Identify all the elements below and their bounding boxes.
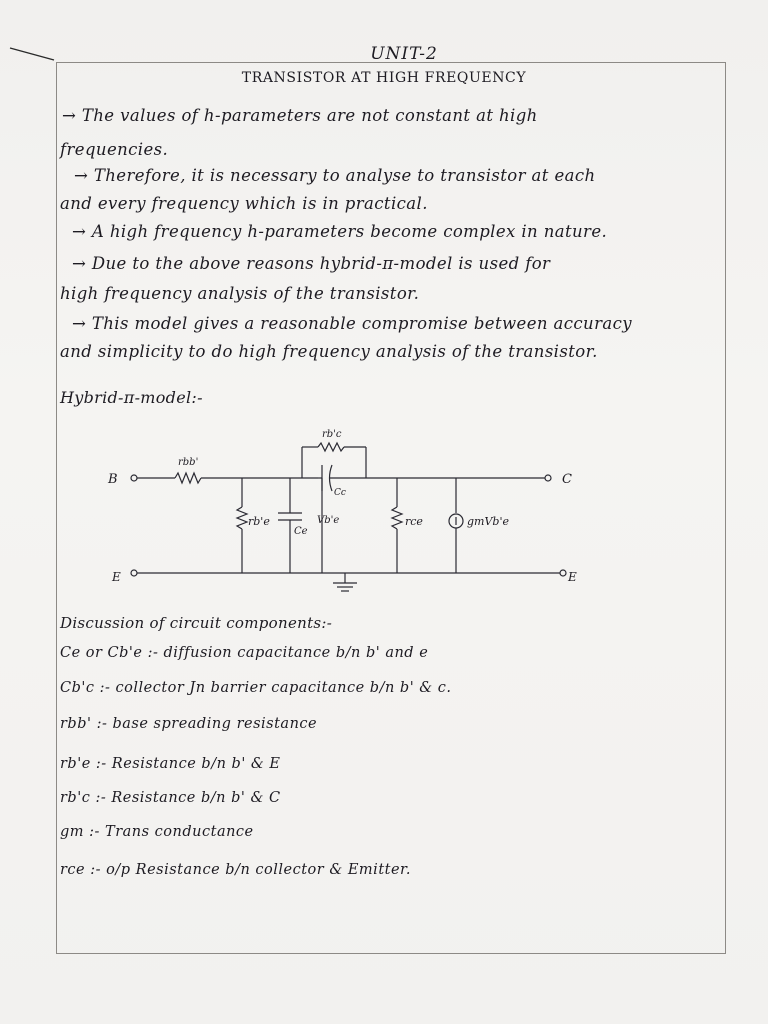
rce-label: rce bbox=[405, 515, 423, 528]
node-b-label: B bbox=[108, 472, 118, 487]
paragraph-line: → Due to the above reasons hybrid-π-model is used for bbox=[72, 254, 551, 273]
node-e-left-label: E bbox=[112, 570, 121, 584]
paragraph-line: and every frequency which is in practical. bbox=[60, 194, 428, 213]
definition-symbol: rb'c bbox=[60, 790, 91, 806]
model-heading: Hybrid-π-model:- bbox=[60, 388, 203, 407]
vbe-label: Vb'e bbox=[317, 515, 340, 526]
definition-symbol: rbb' bbox=[60, 716, 92, 732]
rbc-label: rb'c bbox=[322, 429, 342, 440]
hybrid-pi-circuit-diagram bbox=[90, 415, 610, 610]
rbe-label: rb'e bbox=[248, 515, 270, 528]
node-e-right-label: E bbox=[568, 570, 577, 584]
paragraph-line: and simplicity to do high frequency analysis of the transistor. bbox=[60, 342, 598, 361]
definition-row bbox=[60, 790, 281, 806]
rbb-label: rbb' bbox=[178, 457, 199, 468]
paragraph-line: → This model gives a reasonable compromise between accuracy bbox=[72, 314, 632, 333]
ce-label: Ce bbox=[294, 526, 308, 537]
paragraph-line: frequencies. bbox=[60, 140, 169, 159]
cc-label: Cc bbox=[334, 488, 346, 498]
definition-row bbox=[60, 824, 254, 840]
definition-row bbox=[60, 680, 452, 696]
unit-heading: UNIT-2 bbox=[370, 44, 438, 64]
page-title: TRANSISTOR AT HIGH FREQUENCY bbox=[241, 70, 527, 86]
paragraph-line: → A high frequency h-parameters become complex in nature. bbox=[72, 222, 608, 241]
paragraph-line: → The values of h-parameters are not constant at high bbox=[62, 106, 538, 125]
definition-text: :- Trans conductance bbox=[89, 824, 254, 840]
node-c-label: C bbox=[562, 472, 572, 487]
definition-text: :- base spreading resistance bbox=[96, 716, 318, 732]
discussion-heading: Discussion of circuit components:- bbox=[60, 614, 333, 632]
gm-source-label: gmVb'e bbox=[467, 515, 509, 528]
paragraph-line: → Therefore, it is necessary to analyse to transistor at each bbox=[74, 166, 596, 185]
definition-text: :- Resistance b/n b' & C bbox=[95, 790, 281, 806]
paragraph-line: high frequency analysis of the transistor. bbox=[60, 284, 420, 303]
definition-row bbox=[60, 645, 428, 661]
definition-text: :- collector Jn barrier capacitance b/n b' & c. bbox=[99, 680, 452, 696]
definition-symbol: Ce or Cb'e bbox=[60, 645, 143, 661]
definition-text: :- diffusion capacitance b/n b' and e bbox=[147, 645, 429, 661]
definition-row bbox=[60, 716, 317, 732]
definition-symbol: Cb'c bbox=[60, 680, 95, 696]
definition-row bbox=[60, 756, 281, 772]
definition-symbol: rce bbox=[60, 862, 86, 878]
definition-symbol: gm bbox=[60, 824, 85, 840]
definition-text: :- Resistance b/n b' & E bbox=[95, 756, 281, 772]
definition-row bbox=[60, 862, 411, 878]
definition-text: :- o/p Resistance b/n collector & Emitter. bbox=[90, 862, 411, 878]
definition-symbol: rb'e bbox=[60, 756, 91, 772]
